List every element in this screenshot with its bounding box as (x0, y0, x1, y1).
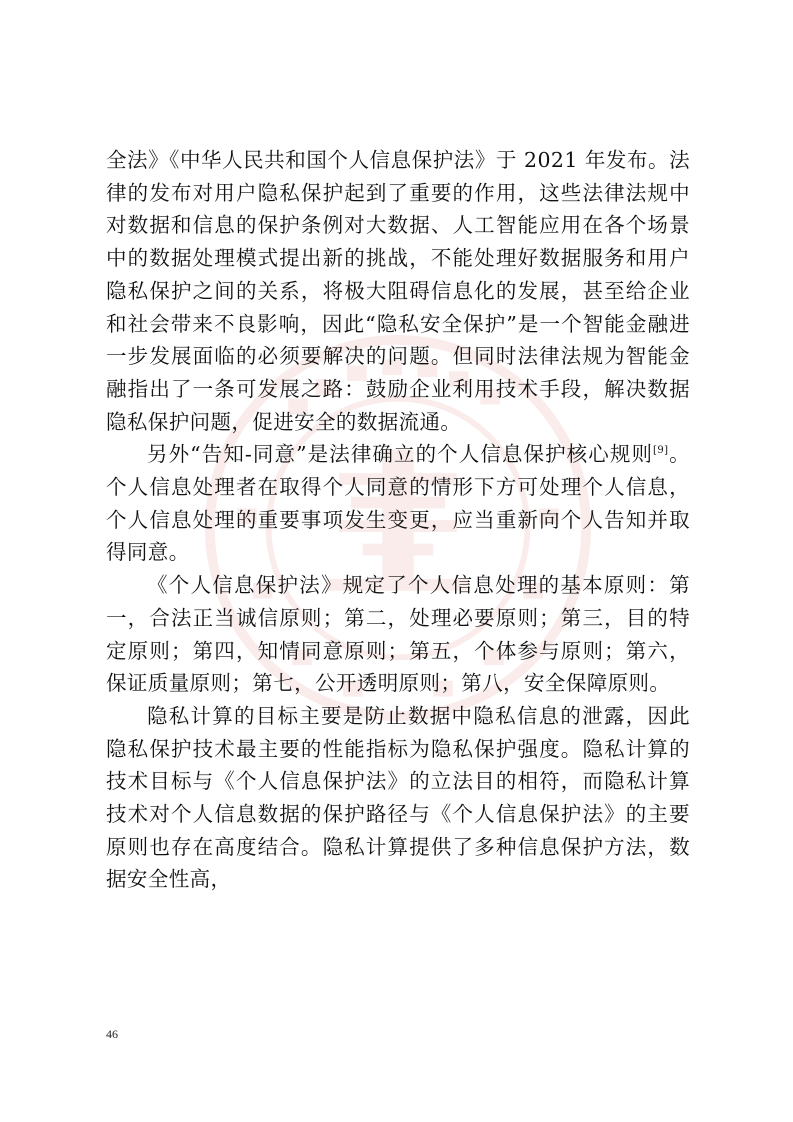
page-number: 46 (106, 1027, 118, 1041)
paragraph-privacy-computing: 隐私计算的目标主要是防止数据中隐私信息的泄露，因此隐私保护技术最主要的性能指标为隐私保护强度。隐私计算的技术目标与《个人信息保护法》的立法目的相符，而隐私计算技术对个人信息数据的保护路径与《个人信息保护法》的主要原则也存在高度结合。隐私计算提供了多种信息保护方法，数据安全性高， (106, 703, 690, 892)
citation-ref: [9] (653, 445, 669, 457)
paragraph-notice-consent-rest: 。个人信息处理者在取得个人同意的情形下方可处理个人信息，个人信息处理的重要事项发生变更，应当重新向个人告知并取得同意。 (106, 442, 690, 565)
document-body (106, 144, 690, 896)
paragraph-notice-consent (106, 438, 690, 569)
paragraph-law-context: 全法》《中华人民共和国个人信息保护法》于 2021 年发布。法律的发布对用户隐私保护起到了重要的作用，这些法律法规中对数据和信息的保护条例对大数据、人工智能应用在各个场景中的数据处理模式提出新的挑战，不能处理好数据服务和用户隐私保护之间的关系，将极大阻碍信息化的发展，甚至给企业和社会带来不良影响，因此“隐私安全保护”是一个智能金融进一步发展面临的必须要解决的问题。但同时法律法规为智能金融指出了一条可发展之路：鼓励企业利用技术手段，解决数据隐私保护问题，促进安全的数据流通。 (106, 148, 690, 434)
paragraph-basic-principles: 《个人信息保护法》规定了个人信息处理的基本原则：第一，合法正当诚信原则；第二，处理必要原则；第三，目的特定原则；第四，知情同意原则；第五，个体参与原则；第六，保证质量原则；第七，公开透明原则；第八，安全保障原则。 (106, 573, 690, 696)
paragraph-notice-consent-lead: 另外“告知-同意”是法律确立的个人信息保护核心规则 (147, 442, 654, 467)
